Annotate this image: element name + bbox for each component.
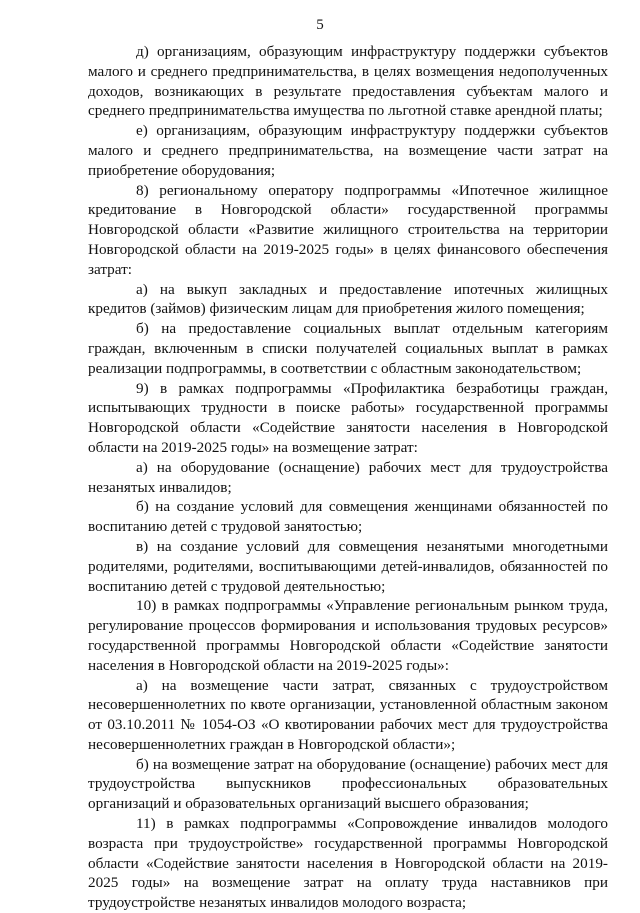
paragraph-11-young-disabled-mentors: 11) в рамках подпрограммы «Сопровождение инвалидов молодого возраста при трудоустройстве» государственной программы Новгородской области «Содействие занятости населения в Новгородской области на 2019-2025 годы» на возмещение затрат на оплату труда наставников при трудоустройстве незанятых инвалидов молодого возраста; xyxy=(88,815,608,912)
paragraph-8-mortgage-operator: 8) региональному оператору подпрограммы «Ипотечное жилищное кредитование в Новгородской области» государственной программы Новгородской области «Развитие жилищного строительства на территории Новгородской области на 2019-2025 годы» в целях финансового обеспечения затрат: xyxy=(88,181,608,278)
paragraph-d-infrastructure-rent: д) организациям, образующим инфраструктуру поддержки субъектов малого и среднего предпринимательства, в целях возмещения недополученных доходов, возникающих в результате предоставления субъектам малого и среднего предпринимательства имущества по льготной ставке арендной платы; xyxy=(88,43,608,120)
paragraph-10-labor-market: 10) в рамках подпрограммы «Управление региональным рынком труда, регулирование процессов формирования и использования трудовых ресурсов» государственной программы Новгородской области «Содействие занятости населения в Новгородской области на 2019-2025 годы»: xyxy=(88,597,608,674)
document-body xyxy=(88,42,608,913)
page-number: 5 xyxy=(316,17,324,33)
paragraph-10a-minors-quota: а) на возмещение части затрат, связанных с трудоустройством несовершеннолетних по квоте организации, установленной областным законом от 03.10.2011 № 1054-ОЗ «О квотировании рабочих мест для трудоустройства несовершеннолетних граждан в Новгородской области»; xyxy=(88,676,608,753)
paragraph-9v-large-families: в) на создание условий для совмещения незанятыми многодетными родителями, родителями, воспитывающими детей-инвалидов, обязанностей по воспитанию детей с трудовой деятельностью; xyxy=(88,537,608,595)
paragraph-9b-women-childcare: б) на создание условий для совмещения женщинами обязанностей по воспитанию детей с трудовой занятостью; xyxy=(88,498,608,536)
paragraph-8b-social-payments: б) на предоставление социальных выплат отдельным категориям граждан, включенным в списки получателей социальных выплат в рамках реализации подпрограммы, в соответствии с областным законодательством; xyxy=(88,320,608,377)
paragraph-10b-graduates-workplaces: б) на возмещение затрат на оборудование (оснащение) рабочих мест для трудоустройства выпускников профессиональных образовательных организаций и образовательных организаций высшего образования; xyxy=(88,755,608,813)
paragraph-9-unemployment-prevention: 9) в рамках подпрограммы «Профилактика безработицы граждан, испытывающих трудности в поиске работы» государственной программы Новгородской области «Содействие занятости населения в Новгородской области на 2019-2025 годы» на возмещение затрат: xyxy=(88,379,608,456)
paragraph-9a-disabled-workplaces: а) на оборудование (оснащение) рабочих мест для трудоустройства незанятых инвалидов; xyxy=(88,458,608,496)
paragraph-e-infrastructure-equipment: е) организациям, образующим инфраструктуру поддержки субъектов малого и среднего предпринимательства, на возмещение части затрат на приобретение оборудования; xyxy=(88,122,608,179)
paragraph-8a-mortgage-loans: а) на выкуп закладных и предоставление ипотечных жилищных кредитов (займов) физическим лицам для приобретения жилого помещения; xyxy=(88,280,608,318)
